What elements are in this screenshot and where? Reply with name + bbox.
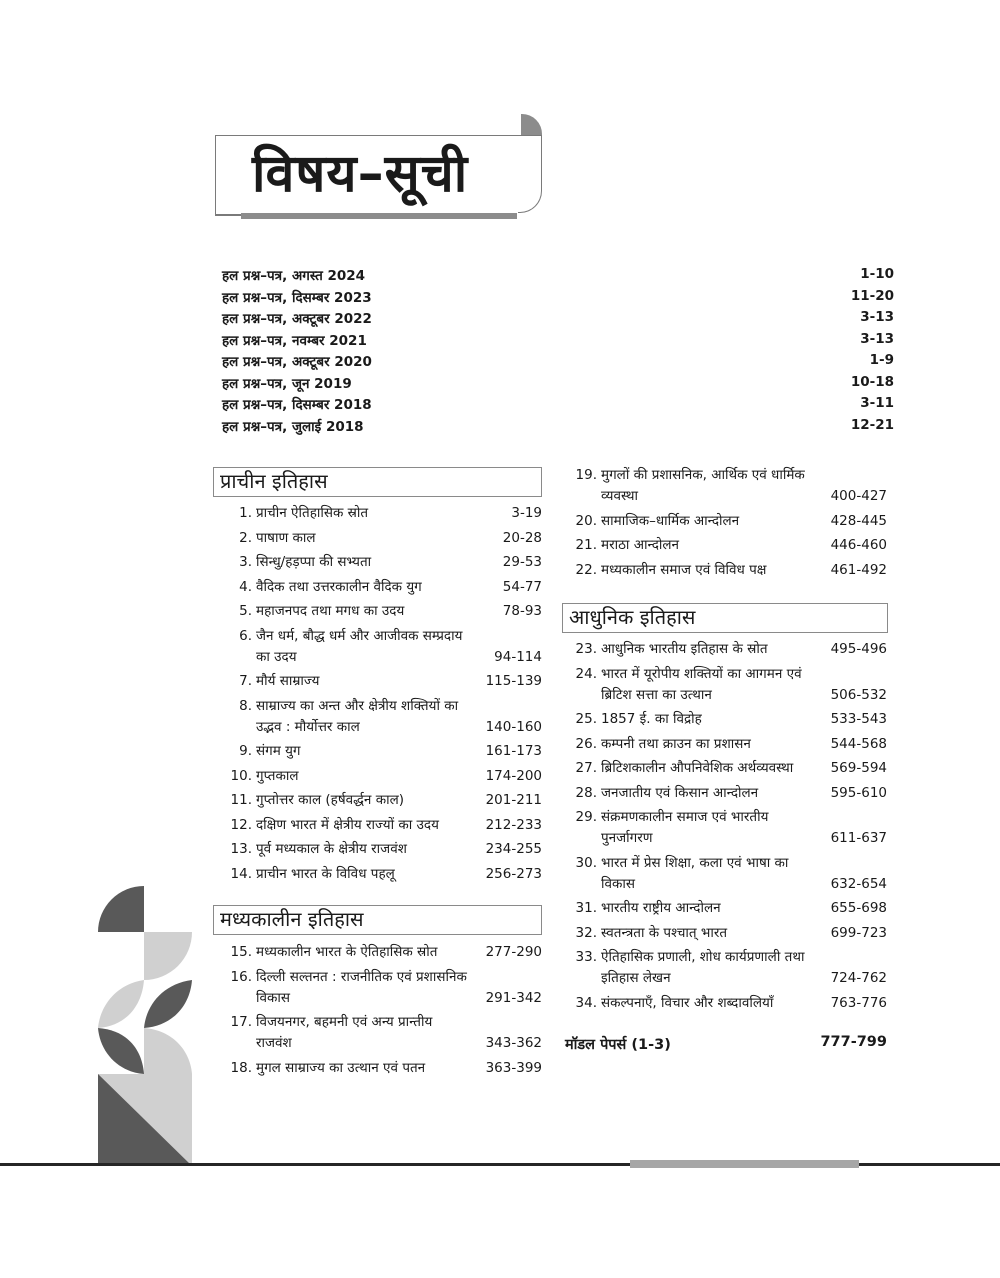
toc-item[interactable]: 26. कम्पनी तथा क्राउन का प्रशासन 544-568 xyxy=(575,735,887,752)
toc-ancient xyxy=(222,503,542,888)
toc-item[interactable]: 12. दक्षिण भारत में क्षेत्रीय राज्यों का उदय 212-233 xyxy=(230,816,542,833)
toc-item[interactable]: 23. आधुनिक भारतीय इतिहास के स्रोत 495-496 xyxy=(575,641,887,657)
toc-item[interactable]: 14. प्राचीन भारत के विविध पहलू 256-273 xyxy=(230,865,542,882)
toc-item[interactable]: 4. वैदिक तथा उत्तरकालीन वैदिक युग 54-77 xyxy=(239,578,542,595)
toc-item[interactable]: 11. गुप्तोत्तर काल (हर्षवर्द्धन काल) 201-211 xyxy=(230,792,542,808)
section-heading-medieval: मध्यकालीन इतिहास xyxy=(213,905,542,935)
toc-item[interactable]: 28. जनजातीय एवं किसान आन्दोलन 595-610 xyxy=(575,784,887,801)
toc-item[interactable]: 32. स्वतन्त्रता के पश्चात् भारत 699-723 xyxy=(575,924,887,941)
toc-item[interactable]: 16. दिल्ली सल्तनत : राजनीतिक एवं प्रशासनिक विकास 291-342 xyxy=(230,968,542,1006)
section-heading-modern: आधुनिक इतिहास xyxy=(562,603,888,633)
toc-item[interactable]: 34. संकल्पनाएँ, विचार और शब्दावलियाँ 763-776 xyxy=(575,994,887,1011)
title-underbar xyxy=(241,213,517,219)
model-papers-entry[interactable] xyxy=(565,1034,887,1054)
model-papers-label: मॉडल पेपर्स (1-3) xyxy=(565,1037,671,1053)
model-papers-pages: 777-799 xyxy=(820,1034,887,1050)
solved-paper-row[interactable]: हल प्रश्न–पत्र, जून 2019 10-18 xyxy=(222,373,894,392)
toc-item[interactable]: 27. ब्रिटिशकालीन औपनिवेशिक अर्थव्यवस्था 569-594 xyxy=(575,760,887,776)
title-scroll-curl xyxy=(521,114,542,136)
toc-medieval-left xyxy=(222,942,542,1082)
toc-item[interactable]: 21. मराठा आन्दोलन 446-460 xyxy=(575,537,887,553)
toc-item[interactable]: 10. गुप्तकाल 174-200 xyxy=(230,767,542,784)
toc-item[interactable]: 29. संक्रमणकालीन समाज एवं भारतीय पुनर्जागरण 611-637 xyxy=(575,809,887,846)
toc-item[interactable]: 31. भारतीय राष्ट्रीय आन्दोलन 655-698 xyxy=(575,900,887,916)
solved-paper-row[interactable]: हल प्रश्न–पत्र, दिसम्बर 2023 11-20 xyxy=(222,287,894,306)
toc-medieval-right xyxy=(567,465,887,584)
toc-item[interactable]: 3. सिन्धु/हड़प्पा की सभ्यता 29-53 xyxy=(239,554,542,570)
solved-paper-row[interactable]: हल प्रश्न–पत्र, अक्टूबर 2022 3-13 xyxy=(222,309,894,327)
toc-item[interactable]: 33. ऐतिहासिक प्रणाली, शोध कार्यप्रणाली तथा इतिहास लेखन 724-762 xyxy=(575,949,887,986)
toc-item[interactable]: 7. मौर्य साम्राज्य 115-139 xyxy=(239,673,542,689)
toc-item[interactable]: 30. भारत में प्रेस शिक्षा, कला एवं भाषा का विकास 632-654 xyxy=(575,854,887,892)
section-heading-ancient: प्राचीन इतिहास xyxy=(213,467,542,497)
toc-item[interactable]: 17. विजयनगर, बहमनी एवं अन्य प्रान्तीय राजवंश 343-362 xyxy=(230,1014,542,1051)
solved-paper-row[interactable]: हल प्रश्न–पत्र, दिसम्बर 2018 3-11 xyxy=(222,395,894,413)
solved-papers-list xyxy=(222,266,894,438)
toc-item[interactable]: 15. मध्यकालीन भारत के ऐतिहासिक स्रोत 277-290 xyxy=(230,944,542,960)
bottom-accent-bar xyxy=(630,1160,859,1168)
toc-item[interactable]: 8. साम्राज्य का अन्त और क्षेत्रीय शक्तियों का उद्भव : मौर्योत्तर काल 140-160 xyxy=(239,697,542,735)
toc-item[interactable]: 9. संगम युग 161-173 xyxy=(239,743,542,759)
toc-item[interactable]: 18. मुगल साम्राज्य का उत्थान एवं पतन 363-399 xyxy=(230,1059,542,1076)
geometric-decoration-icon xyxy=(98,886,192,1166)
toc-item[interactable]: 6. जैन धर्म, बौद्ध धर्म और आजीवक सम्प्रदाय का उदय 94-114 xyxy=(239,627,542,665)
toc-item[interactable]: 1. प्राचीन ऐतिहासिक स्रोत 3-19 xyxy=(239,505,542,521)
toc-item[interactable]: 13. पूर्व मध्यकाल के क्षेत्रीय राजवंश 234-255 xyxy=(230,841,542,857)
toc-item[interactable]: 25. 1857 ई. का विद्रोह 533-543 xyxy=(575,711,887,727)
solved-paper-row[interactable]: हल प्रश्न–पत्र, अक्टूबर 2020 1-9 xyxy=(222,352,894,370)
toc-item[interactable]: 5. महाजनपद तथा मगध का उदय 78-93 xyxy=(239,603,542,619)
toc-item[interactable]: 2. पाषाण काल 20-28 xyxy=(239,529,542,546)
toc-item[interactable]: 20. सामाजिक–धार्मिक आन्दोलन 428-445 xyxy=(575,512,887,529)
toc-item[interactable]: 24. भारत में यूरोपीय शक्तियों का आगमन एवं ब्रिटिश सत्ता का उत्थान 506-532 xyxy=(575,665,887,703)
solved-paper-row[interactable]: हल प्रश्न–पत्र, अगस्त 2024 1-10 xyxy=(222,266,894,284)
toc-item[interactable]: 19. मुगलों की प्रशासनिक, आर्थिक एवं धार्मिक व्यवस्था 400-427 xyxy=(575,467,887,504)
toc-modern xyxy=(567,639,887,1017)
solved-paper-row[interactable]: हल प्रश्न–पत्र, नवम्बर 2021 3-13 xyxy=(222,330,894,349)
toc-item[interactable]: 22. मध्यकालीन समाज एवं विविध पक्ष 461-492 xyxy=(575,561,887,578)
page-title: विषय–सूची xyxy=(252,144,469,204)
solved-paper-row[interactable]: हल प्रश्न–पत्र, जुलाई 2018 12-21 xyxy=(222,416,894,435)
